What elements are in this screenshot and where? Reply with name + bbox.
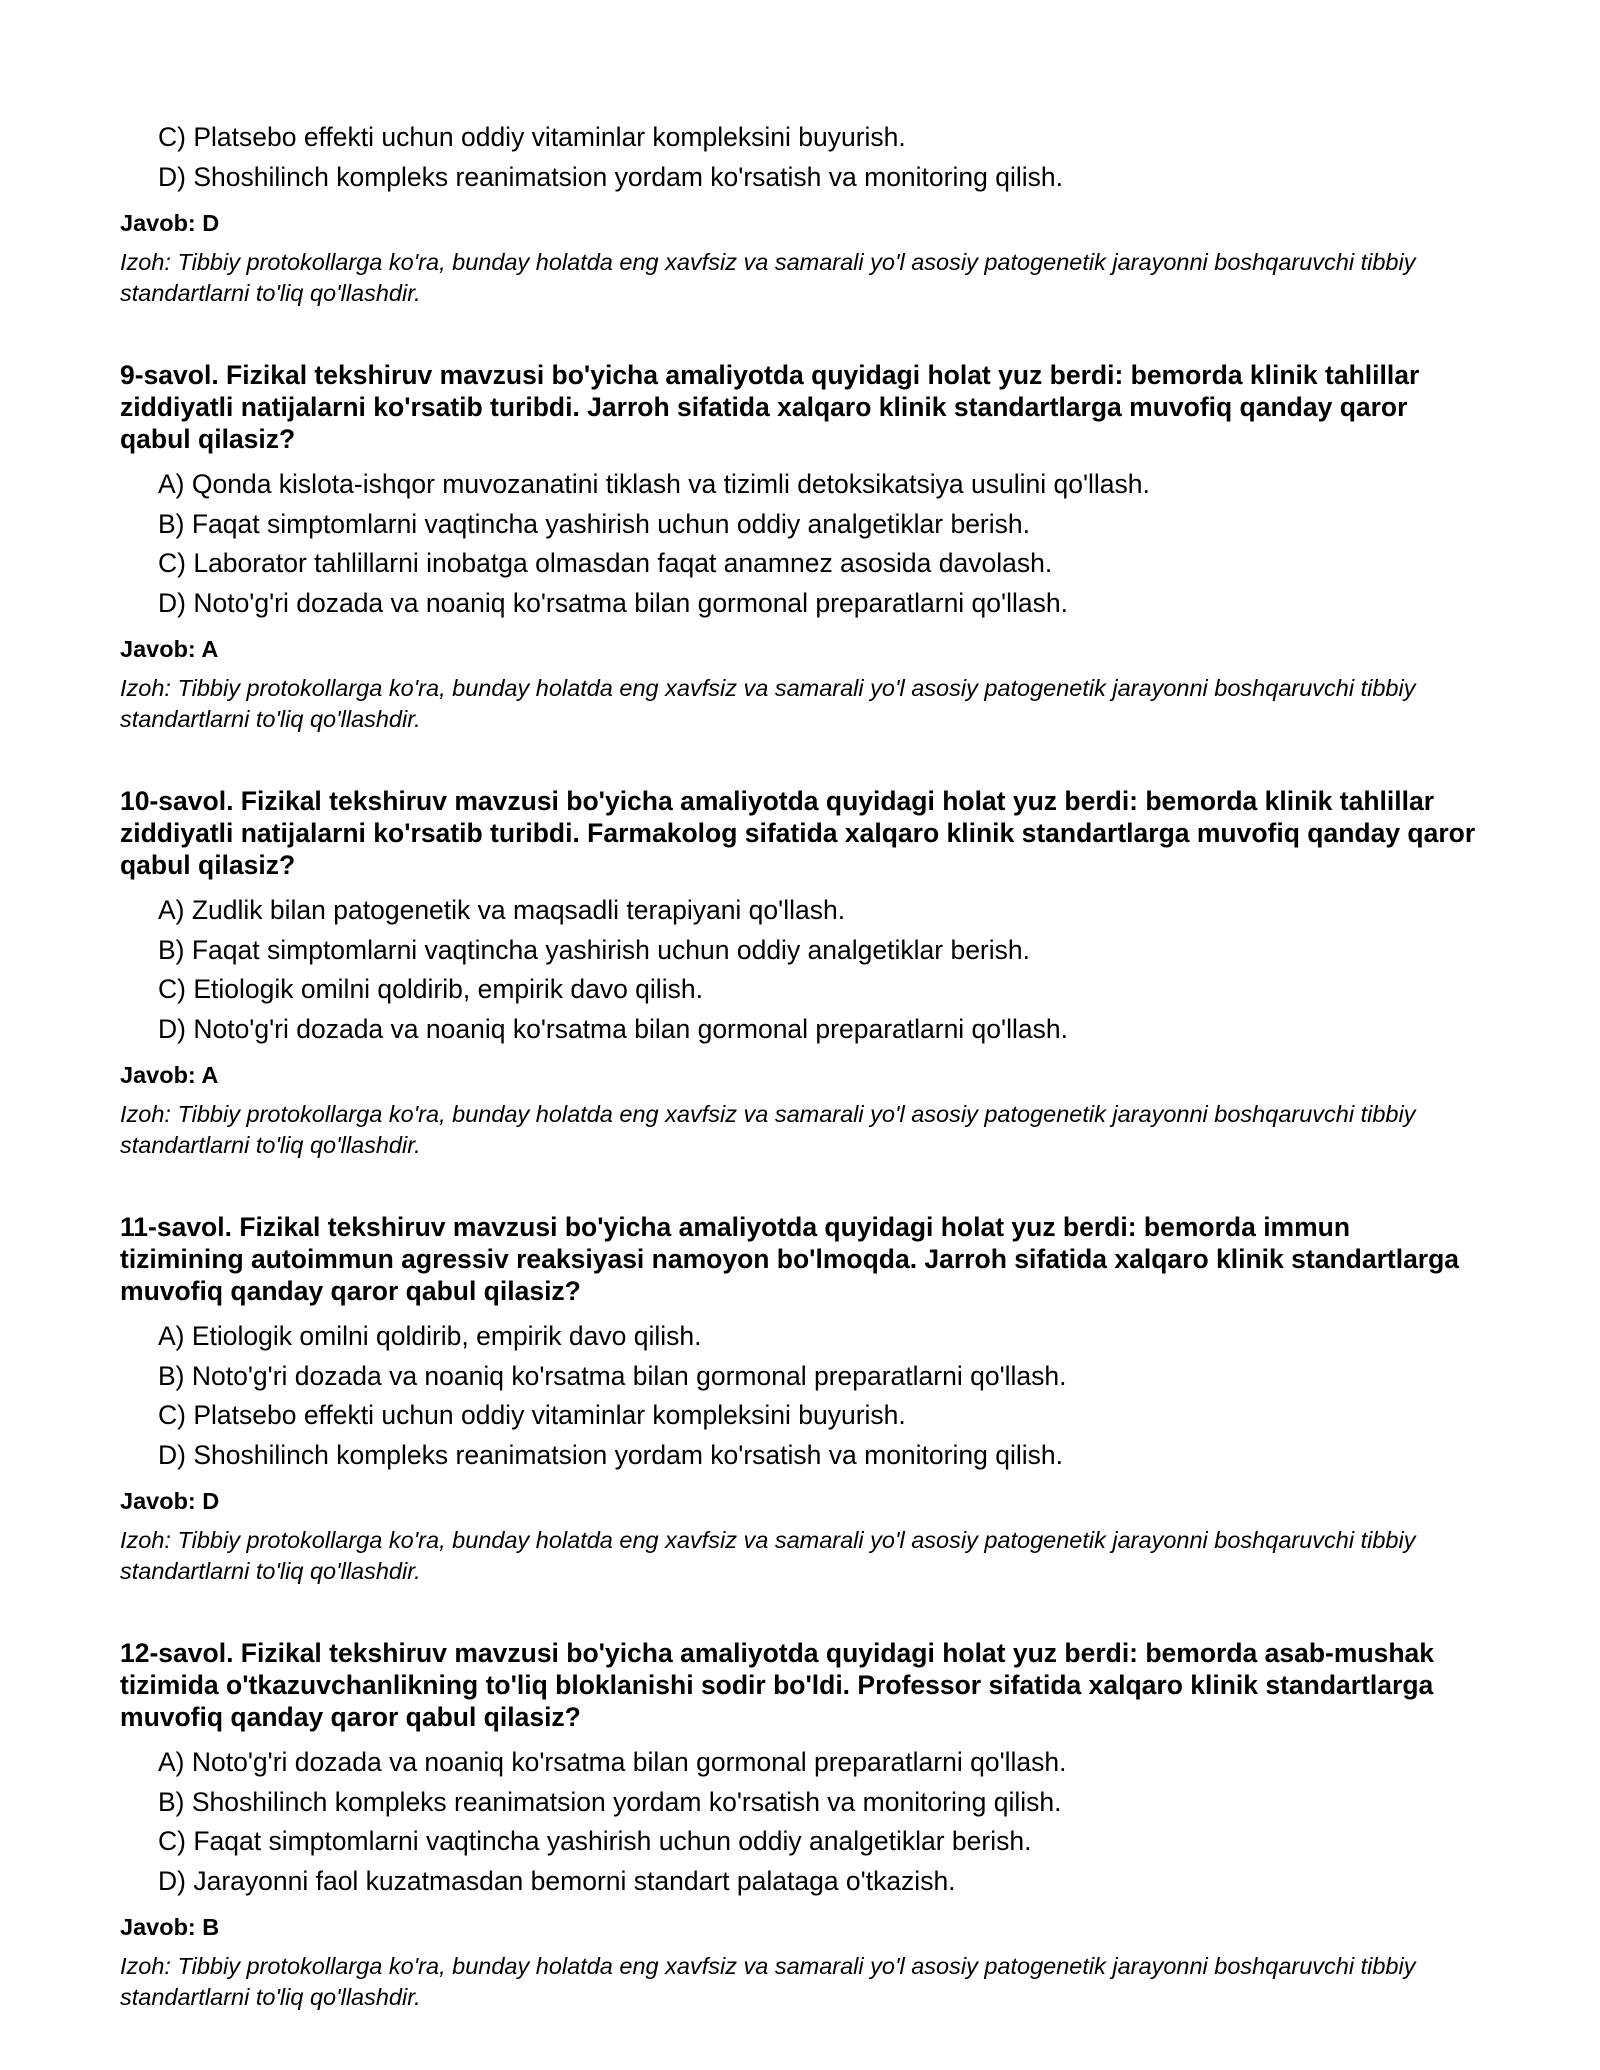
explanation: Izoh: Tibbiy protokollarga ko'ra, bunday holatda eng xavfsiz va samarali yo'l asosiy patogenetik jarayonni boshqaruvchi tibbiy standartlarni to'liq qo'llashdir. [120, 249, 1416, 306]
option-b: B) Noto'g'ri dozada va noaniq ko'rsatma bilan gormonal preparatlarni qo'llash. [158, 1360, 1067, 1391]
answer: Javob: B [120, 1914, 220, 1940]
option-b: B) Faqat simptomlarni vaqtincha yashirish uchun oddiy analgetiklar berish. [158, 934, 1030, 965]
question-text: 10-savol. Fizikal tekshiruv mavzusi bo'yicha amaliyotda quyidagi holat yuz berdi: bemorda klinik tahlillar ziddiyatli natijalarni ko'rsatib turibdi. Farmakolog sifatida xalqaro klinik standartlarga muvofiq qanday qaror qabul qilasiz? [120, 786, 1476, 880]
answer: Javob: D [120, 210, 220, 236]
question-text: 9-savol. Fizikal tekshiruv mavzusi bo'yicha amaliyotda quyidagi holat yuz berdi: bemorda klinik tahlillar ziddiyatli natijalarni ko'rsatib turibdi. Jarroh sifatida xalqaro klinik standartlarga muvofiq qanday qaror qabul qilasiz? [120, 360, 1420, 454]
answer: Javob: A [120, 636, 219, 662]
option-d: D) Jarayonni faol kuzatmasdan bemorni standart palataga o'tkazish. [158, 1865, 956, 1896]
option-a: A) Qonda kislota-ishqor muvozanatini tiklash va tizimli detoksikatsiya usulini qo'llash. [158, 469, 1150, 499]
option-a: A) Noto'g'ri dozada va noaniq ko'rsatma bilan gormonal preparatlarni qo'llash. [158, 1747, 1067, 1777]
option-d: D) Shoshilinch kompleks reanimatsion yordam ko'rsatish va monitoring qilish. [158, 161, 1063, 192]
question-text: 12-savol. Fizikal tekshiruv mavzusi bo'yicha amaliyotda quyidagi holat yuz berdi: bemorda asab-mushak tizimida o'tkazuvchanlikning to'liq bloklanishi sodir bo'ldi. Professor sifatida xalqaro klinik standartlarga muvofiq qanday qaror qabul qilasiz? [120, 1638, 1435, 1732]
document-page [120, 118, 1480, 2013]
question-11 [120, 1211, 1480, 1587]
option-list [120, 891, 1480, 1049]
option-list [120, 465, 1480, 623]
option-list [120, 1317, 1480, 1475]
option-a: A) Zudlik bilan patogenetik va maqsadli terapiyani qo'llash. [158, 895, 846, 925]
option-b: B) Shoshilinch kompleks reanimatsion yordam ko'rsatish va monitoring qilish. [158, 1786, 1062, 1817]
question-continued [120, 118, 1480, 309]
option-d: D) Noto'g'ri dozada va noaniq ko'rsatma bilan gormonal preparatlarni qo'llash. [158, 1013, 1068, 1044]
question-10 [120, 785, 1480, 1161]
question-text: 11-savol. Fizikal tekshiruv mavzusi bo'yicha amaliyotda quyidagi holat yuz berdi: bemorda immun tizimining autoimmun agressiv reaksiyasi namoyon bo'lmoqda. Jarroh sifatida xalqaro klinik standartlarga muvofiq qanday qaror qabul qilasiz? [120, 1212, 1460, 1306]
option-b: B) Faqat simptomlarni vaqtincha yashirish uchun oddiy analgetiklar berish. [158, 508, 1030, 539]
answer: Javob: A [120, 1062, 219, 1088]
question-12 [120, 1637, 1480, 2013]
explanation: Izoh: Tibbiy protokollarga ko'ra, bunday holatda eng xavfsiz va samarali yo'l asosiy patogenetik jarayonni boshqaruvchi tibbiy standartlarni to'liq qo'llashdir. [120, 1527, 1416, 1584]
explanation: Izoh: Tibbiy protokollarga ko'ra, bunday holatda eng xavfsiz va samarali yo'l asosiy patogenetik jarayonni boshqaruvchi tibbiy standartlarni to'liq qo'llashdir. [120, 1953, 1416, 2010]
explanation: Izoh: Tibbiy protokollarga ko'ra, bunday holatda eng xavfsiz va samarali yo'l asosiy patogenetik jarayonni boshqaruvchi tibbiy standartlarni to'liq qo'llashdir. [120, 1101, 1416, 1158]
option-list [120, 1743, 1480, 1901]
answer: Javob: D [120, 1488, 220, 1514]
option-c: C) Laborator tahlillarni inobatga olmasdan faqat anamnez asosida davolash. [158, 548, 1053, 578]
option-d: D) Shoshilinch kompleks reanimatsion yordam ko'rsatish va monitoring qilish. [158, 1439, 1063, 1470]
question-9 [120, 359, 1480, 735]
option-list [120, 118, 1480, 197]
option-c: C) Faqat simptomlarni vaqtincha yashirish uchun oddiy analgetiklar berish. [158, 1826, 1032, 1856]
option-d: D) Noto'g'ri dozada va noaniq ko'rsatma bilan gormonal preparatlarni qo'llash. [158, 587, 1068, 618]
option-c: C) Platsebo effekti uchun oddiy vitaminlar kompleksini buyurish. [158, 122, 906, 152]
option-a: A) Etiologik omilni qoldirib, empirik davo qilish. [158, 1321, 702, 1351]
option-c: C) Platsebo effekti uchun oddiy vitaminlar kompleksini buyurish. [158, 1400, 906, 1430]
option-c: C) Etiologik omilni qoldirib, empirik davo qilish. [158, 974, 703, 1004]
explanation: Izoh: Tibbiy protokollarga ko'ra, bunday holatda eng xavfsiz va samarali yo'l asosiy patogenetik jarayonni boshqaruvchi tibbiy standartlarni to'liq qo'llashdir. [120, 675, 1416, 732]
